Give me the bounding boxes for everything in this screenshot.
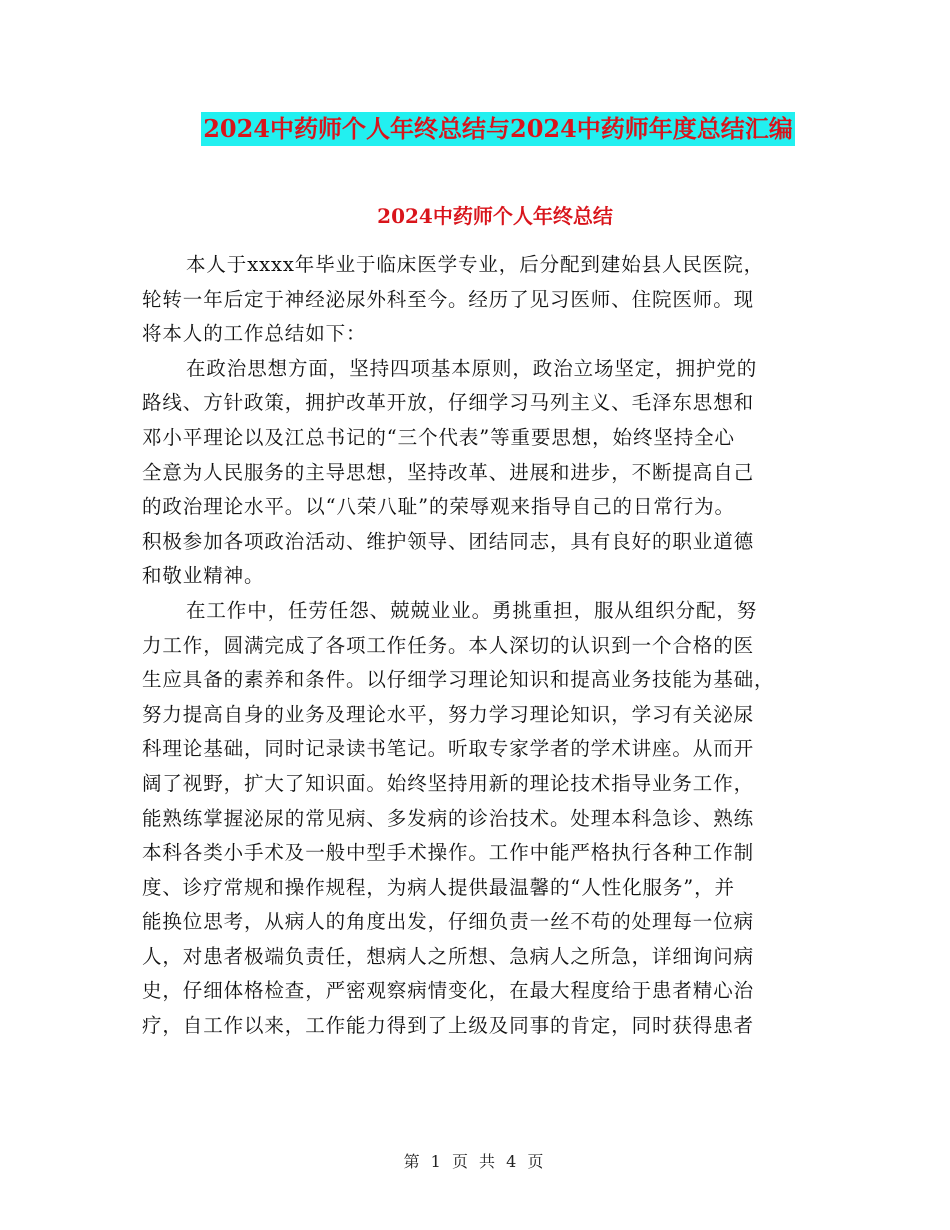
text-line: 能熟练掌握泌尿的常见病、多发病的诊治技术。处理本科急诊、熟练	[142, 806, 755, 830]
text-line: 史，仔细体格检查，严密观察病情变化，在最大程度给于患者精心治	[142, 979, 755, 1003]
text-line: 的政治理论水平。以“八荣八耻”的荣辱观来指导自己的日常行为。	[142, 495, 735, 519]
text-line: 本科各类小手术及一般中型手术操作。工作中能严格执行各种工作制	[142, 841, 755, 865]
document-title: 2024中药师个人年终总结与2024中药师年度总结汇编	[201, 112, 795, 146]
body-text	[142, 248, 810, 1044]
text-line: 在工作中，任劳任怨、兢兢业业。勇挑重担，服从组织分配，努	[186, 598, 758, 622]
text-line: 人，对患者极端负责任，想病人之所想、急病人之所急，详细询问病	[142, 944, 755, 968]
text-line: 本人于xxxx年毕业于临床医学专业，后分配到建始县人民医院，	[186, 253, 764, 276]
document-title-wrap	[0, 112, 950, 146]
text-line: 度、诊疗常规和操作规程，为病人提供最温馨的“人性化服务”，并	[142, 875, 735, 899]
text-line: 将本人的工作总结如下：	[142, 322, 367, 346]
text-line: 能换位思考，从病人的角度出发，仔细负责一丝不苟的处理每一位病	[142, 910, 755, 934]
text-line: 力工作，圆满完成了各项工作任务。本人深切的认识到一个合格的医	[142, 633, 755, 657]
text-line: 轮转一年后定于神经泌尿外科至今。经历了见习医师、住院医师。现	[142, 287, 755, 311]
text-line: 和敬业精神。	[142, 564, 265, 588]
text-line: 积极参加各项政治活动、维护领导、团结同志，具有良好的职业道德	[142, 529, 755, 553]
text-line: 在政治思想方面，坚持四项基本原则，政治立场坚定，拥护党的	[186, 356, 758, 380]
section-title: 2024中药师个人年终总结	[377, 204, 613, 228]
page-footer: 第 1 页 共 4 页	[403, 1152, 547, 1171]
text-line: 生应具备的素养和条件。以仔细学习理论知识和提高业务技能为基础，	[142, 668, 775, 692]
text-line: 阔了视野，扩大了知识面。始终坚持用新的理论技术指导业务工作，	[142, 771, 755, 795]
text-line: 努力提高自身的业务及理论水平，努力学习理论知识，学习有关泌尿	[142, 702, 755, 726]
text-line: 路线、方针政策，拥护改革开放，仔细学习马列主义、毛泽东思想和	[142, 391, 755, 415]
text-line: 疗，自工作以来，工作能力得到了上级及同事的肯定，同时获得患者	[142, 1014, 755, 1038]
text-line: 科理论基础，同时记录读书笔记。听取专家学者的学术讲座。从而开	[142, 737, 755, 761]
text-line: 邓小平理论以及江总书记的“三个代表”等重要思想，始终坚持全心	[142, 425, 735, 449]
text-line: 全意为人民服务的主导思想，坚持改革、进展和进步，不断提高自己	[142, 460, 755, 484]
